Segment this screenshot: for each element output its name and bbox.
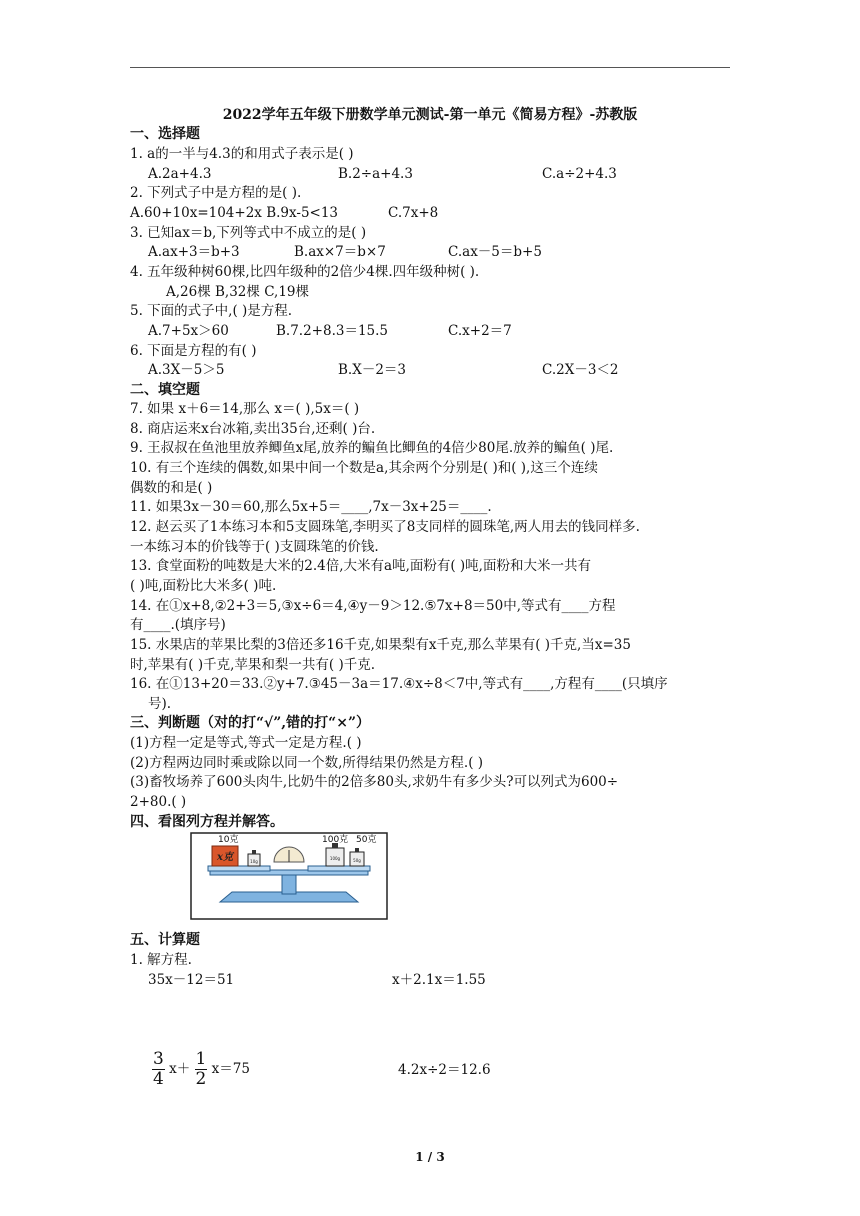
question-12-line2: 一本练习本的价钱等于( )支圆珠笔的价钱. (130, 539, 379, 555)
figure-label-100g: 100克 (322, 835, 349, 845)
section-heading-choice: 一、选择题 (130, 126, 200, 142)
judge-1: (1)方程一定是等式,等式一定是方程.( ) (130, 735, 362, 751)
question-16-line2: 号). (148, 696, 172, 712)
q5-option-c: C.x+2＝7 (448, 323, 512, 339)
question-6: 6. 下面是方程的有( ) (130, 343, 257, 359)
question-14-line2: 有____.(填序号) (130, 617, 226, 633)
q2-options: A.60+10x=104+2x B.9x-5<13 (130, 205, 339, 221)
question-8: 8. 商店运来x台冰箱,卖出35台,还剩( )台. (130, 421, 376, 437)
equation-4: 4.2x÷2＝12.6 (398, 1062, 491, 1078)
q1-option-a: A.2a+4.3 (148, 166, 212, 182)
question-13-line1: 13. 食堂面粉的吨数是大米的2.4倍,大米有a吨,面粉有( )吨,面粉和大米一共有 (130, 558, 591, 574)
section-heading-judge: 三、判断题（对的打“√”,错的打“×”） (130, 715, 371, 731)
figure-x-box-label: x克 (217, 852, 233, 863)
q3-option-b: B.ax×7＝b×7 (294, 244, 386, 260)
section-heading-figure: 四、看图列方程并解答。 (130, 814, 284, 830)
section-heading-calc: 五、计算题 (130, 932, 200, 948)
question-10-line1: 10. 有三个连续的偶数,如果中间一个数是a,其余两个分别是( )和( ),这三个连续 (130, 460, 598, 476)
calc-intro: 1. 解方程. (130, 952, 192, 968)
figure-label-50g: 50克 (356, 835, 377, 845)
equation-2: x＋2.1x＝1.55 (392, 972, 486, 988)
q2-option-c: C.7x+8 (388, 205, 439, 221)
equation-3-end: x＝75 (211, 1061, 250, 1077)
question-7: 7. 如果 x＋6＝14,那么 x＝( ),5x＝( ) (130, 401, 360, 417)
q5-option-a: A.7+5x＞60 (148, 323, 229, 339)
question-10-line2: 偶数的和是( ) (130, 480, 213, 496)
fraction-denominator: 4 (153, 1069, 164, 1089)
question-9: 9. 王叔叔在鱼池里放养鲫鱼x尾,放养的鳊鱼比鲫鱼的4倍少80尾.放养的鳊鱼( )尾. (130, 440, 614, 456)
document-title: 2022学年五年级下册数学单元测试-第一单元《简易方程》-苏教版 (222, 107, 638, 123)
question-1: 1. a的一半与4.3的和用式子表示是( ) (130, 146, 354, 162)
figure-label-10g: 10克 (218, 835, 239, 845)
equation-3-mid: x＋ (169, 1061, 191, 1077)
figure-weight-50g-mark: 50g (353, 858, 361, 863)
equation-3 (152, 1048, 250, 1090)
question-2: 2. 下列式子中是方程的是( ). (130, 185, 302, 201)
fraction-3-4 (152, 1050, 165, 1089)
q3-option-c: C.ax－5＝b+5 (448, 244, 542, 260)
question-15-line2: 时,苹果有( )千克,苹果和梨一共有( )千克. (130, 657, 376, 673)
equation-1: 35x－12＝51 (148, 972, 235, 988)
judge-2: (2)方程两边同时乘或除以同一个数,所得结果仍然是方程.( ) (130, 755, 484, 771)
question-3: 3. 已知ax＝b,下列等式中不成立的是( ) (130, 225, 367, 241)
q5-option-b: B.7.2+8.3＝15.5 (276, 323, 389, 339)
header-rule (130, 67, 730, 68)
balance-scale-figure (190, 832, 388, 920)
question-16-line1: 16. 在①13+20＝33.②y+7.③45－3a＝17.④x÷8＜7中,等式有____,方程有____(只填序 (130, 676, 668, 692)
q3-option-a: A.ax+3＝b+3 (148, 244, 240, 260)
fraction-numerator: 3 (153, 1049, 164, 1069)
question-14-line1: 14. 在①x+8,②2+3＝5,③x÷6＝4,④y－9＞12.⑤7x+8＝50中,等式有____方程 (130, 598, 616, 614)
judge-3-line1: (3)畜牧场养了600头肉牛,比奶牛的2倍多80头,求奶牛有多少头?可以列式为600÷ (130, 774, 619, 790)
question-11: 11. 如果3x－30＝60,那么5x+5＝____,7x－3x+25＝____. (130, 499, 492, 515)
question-13-line2: ( )吨,面粉比大米多( )吨. (130, 578, 277, 594)
question-5: 5. 下面的式子中,( )是方程. (130, 303, 293, 319)
q1-option-b: B.2÷a+4.3 (338, 166, 413, 182)
section-heading-fill: 二、填空题 (130, 382, 200, 398)
page-number: 1 / 3 (415, 1150, 445, 1164)
question-4: 4. 五年级种树60棵,比四年级种的2倍少4棵.四年级种树( ). (130, 264, 480, 280)
fraction-numerator: 1 (195, 1049, 207, 1069)
q6-option-a: A.3X－5＞5 (148, 362, 225, 378)
fraction-denominator: 2 (195, 1069, 207, 1089)
q6-option-c: C.2X－3＜2 (542, 362, 619, 378)
figure-weight-100g-mark: 100g (329, 856, 341, 861)
judge-3-line2: 2+80.( ) (130, 794, 187, 810)
q6-option-b: B.X－2＝3 (338, 362, 407, 378)
q1-option-c: C.a÷2+4.3 (542, 166, 617, 182)
q4-options: A,26棵 B,32棵 C,19棵 (166, 284, 310, 300)
question-15-line1: 15. 水果店的苹果比梨的3倍还多16千克,如果梨有x千克,那么苹果有( )千克,当x=35 (130, 637, 631, 653)
fraction-1-2 (195, 1050, 208, 1089)
figure-weight-10g-mark: 10g (250, 859, 258, 864)
question-12-line1: 12. 赵云买了1本练习本和5支圆珠笔,李明买了8支同样的圆珠笔,两人用去的钱同样多. (130, 519, 640, 535)
